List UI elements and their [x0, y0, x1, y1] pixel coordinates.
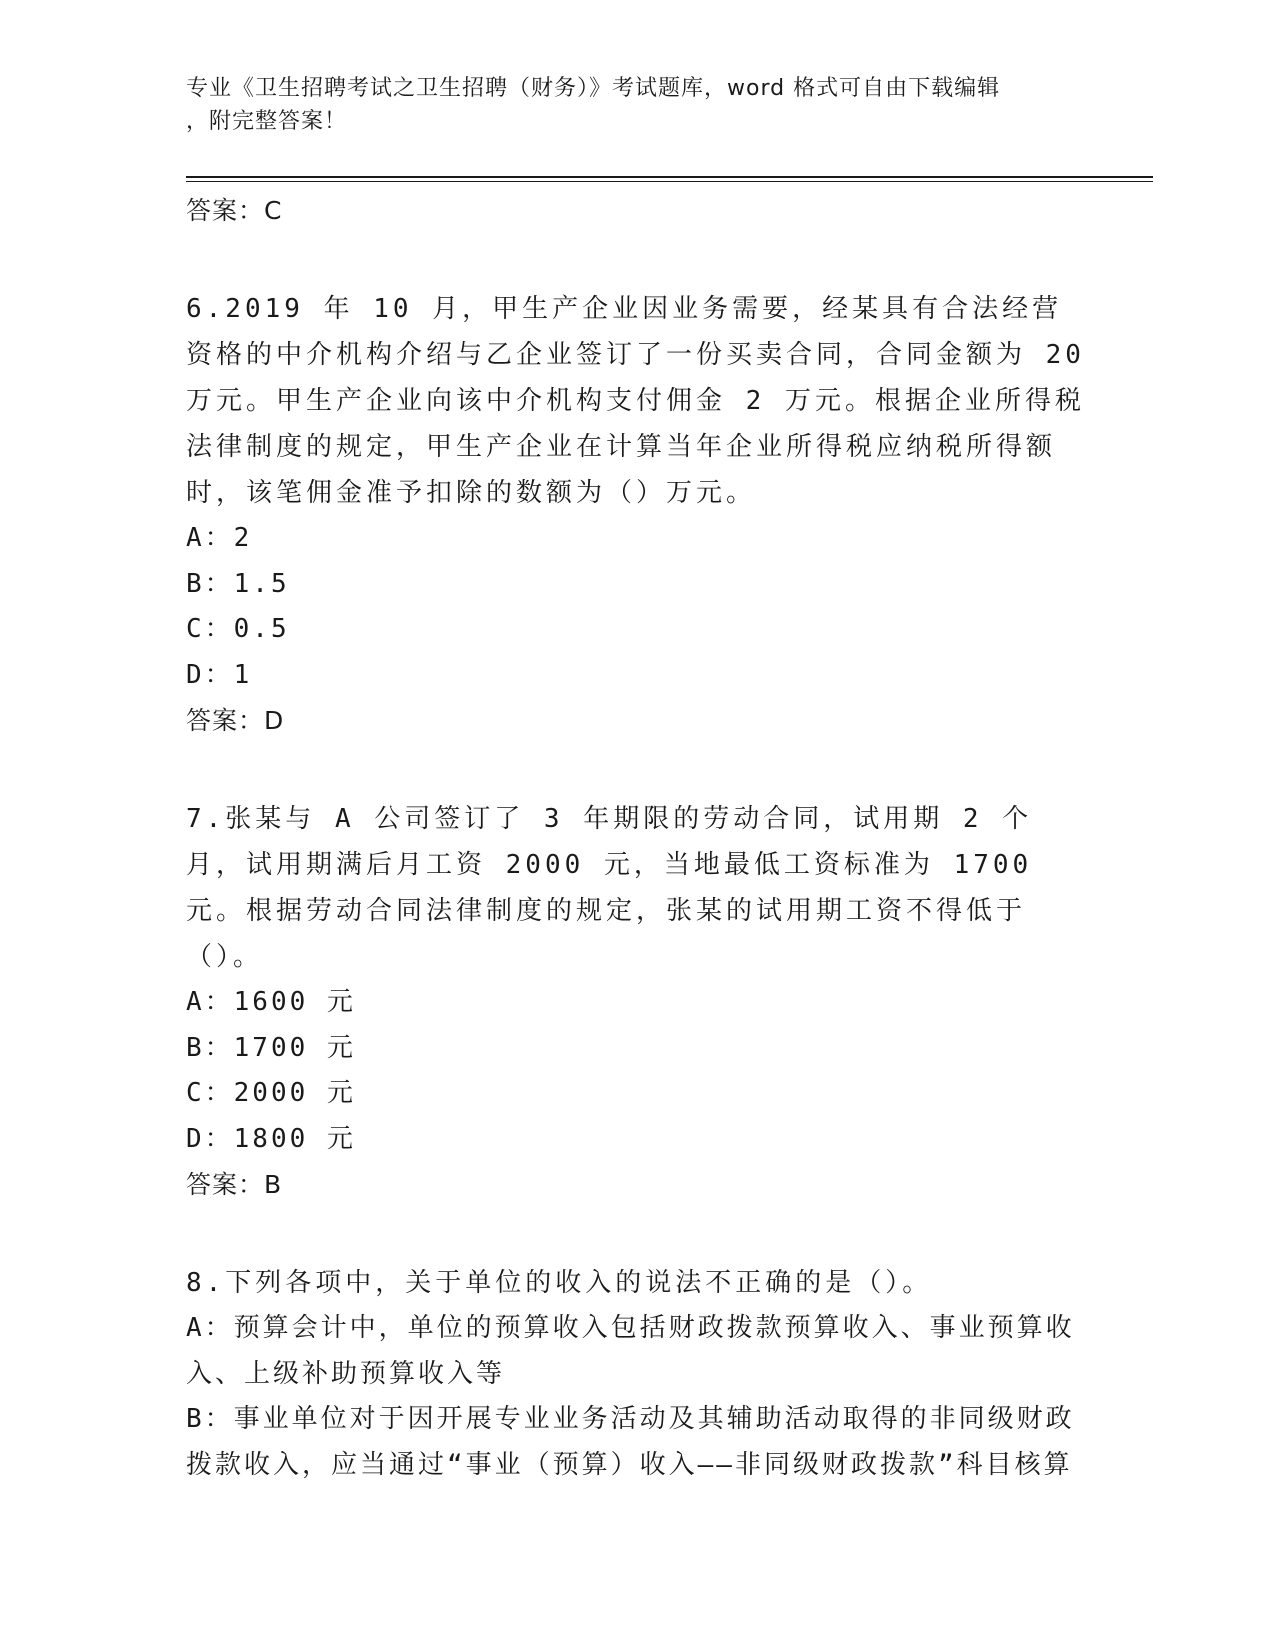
option-a: A：2	[186, 523, 253, 553]
header-rule-thick	[186, 176, 1153, 178]
document-header	[186, 72, 1086, 138]
header-line-1: 专业《卫生招聘考试之卫生招聘（财务）》考试题库，word 格式可自由下载编辑	[186, 76, 1001, 101]
question-7	[186, 796, 1086, 1208]
option-d: D：1800 元	[186, 1123, 356, 1154]
option-a: A：预算会计中，单位的预算收入包括财政拨款预算收入、事业预算收入、上级补助预算收入等	[186, 1313, 1075, 1389]
header-line-2: ，附完整答案！	[186, 109, 348, 134]
question-8	[186, 1260, 1086, 1488]
option-c: C：2000 元	[186, 1078, 356, 1108]
option-b: B：事业单位对于因开展专业业务活动及其辅助活动取得的非同级财政拨款收入，应当通过“事业（预算）收入——非同级财政拨款”科目核算	[186, 1404, 1075, 1480]
option-a: A：1600 元	[186, 987, 356, 1017]
question-list	[186, 188, 1086, 1488]
question-text: 8.下列各项中，关于单位的收入的说法不正确的是（）。	[186, 1268, 933, 1298]
option-c: C：0.5	[186, 614, 290, 644]
question-text: 6.2019 年 10 月，甲生产企业因业务需要，经某具有合法经营资格的中介机构介绍与乙企业签订了一份买卖合同，合同金额为 20 万元。甲生产企业向该中介机构支付佣金 2 万元。根据企业所得税法律制度的规定，甲生产企业在计算当年企业所得税应纳税所得额时，该笔佣金准予扣除的数额为（）万元。	[186, 294, 1085, 508]
answer: 答案：B	[186, 1170, 283, 1199]
option-b: B：1.5	[186, 568, 290, 599]
option-b: B：1700 元	[186, 1032, 356, 1063]
header-rule-thin	[186, 181, 1153, 182]
question-text: 7.张某与 A 公司签订了 3 年期限的劳动合同，试用期 2 个月，试用期满后月工资 2000 元，当地最低工资标准为 1700 元。根据劳动合同法律制度的规定，张某的试用期工资不得低于（）。	[186, 804, 1033, 972]
previous-answer: 答案：C	[186, 196, 283, 225]
answer: 答案：D	[186, 706, 285, 735]
question-6	[186, 286, 1086, 744]
option-d: D：1	[186, 659, 253, 690]
